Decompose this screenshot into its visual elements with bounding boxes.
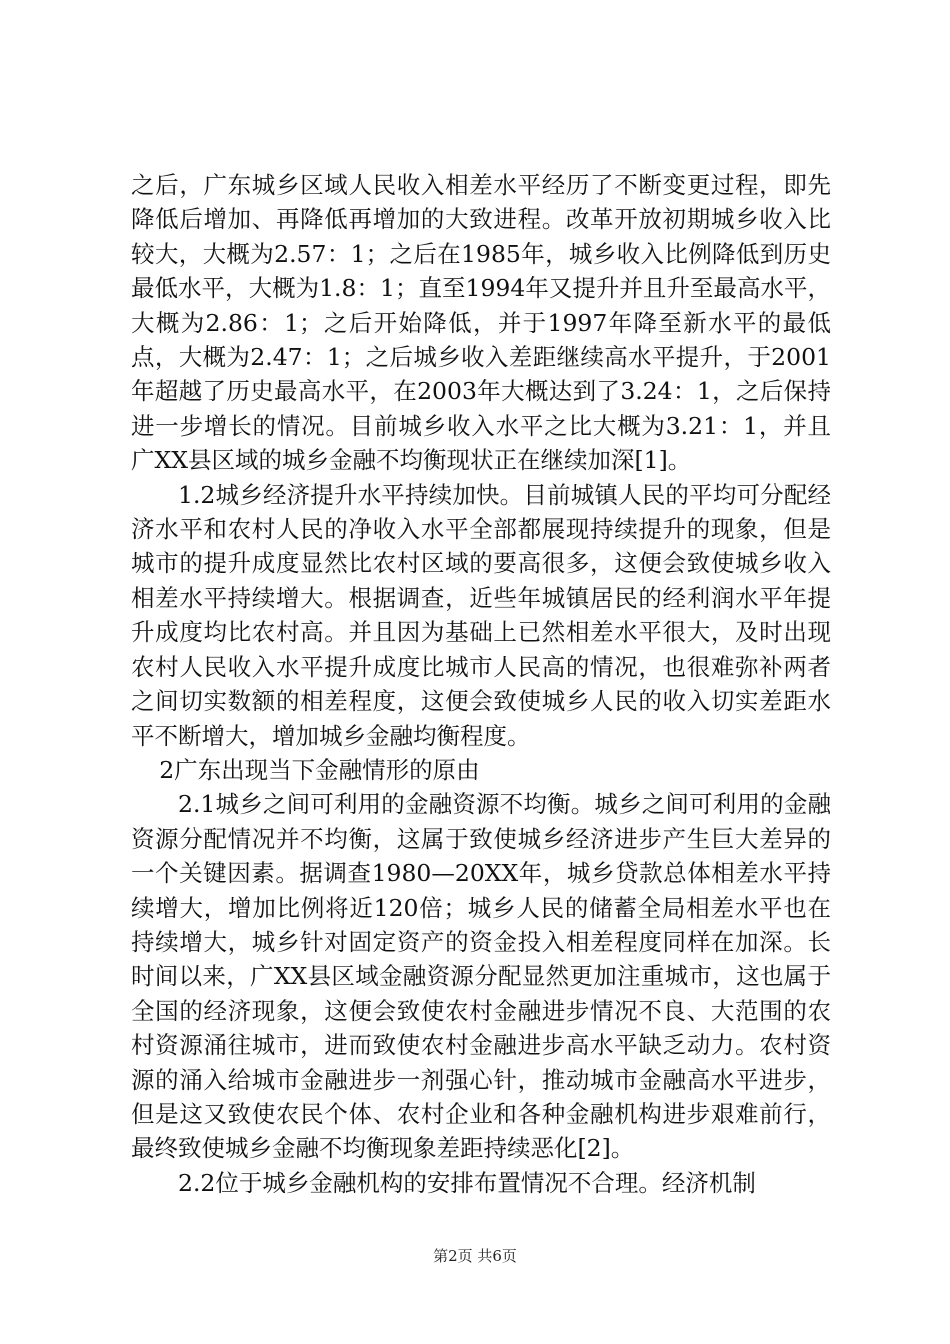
paragraph-2-1-resources: 2.1城乡之间可利用的金融资源不均衡。城乡之间可利用的金融资源分配情况并不均衡，这属于致使城乡经济进步产生巨大差异的一个关键因素。据调查1980—20XX年，城乡贷款总体相差水平持续增大，增加比例将近120倍；城乡人民的储蓄全局相差水平也在持续增大，城乡针对固定资产的资金投入相差程度同样在加深。长时间以来，广XX县区域金融资源分配显然更加注重城市，这也属于全国的经济现象，这便会致使农村金融进步情况不良、大范围的农村资源涌往城市，进而致使农村金融进步高水平缺乏动力。农村资源的涌入给城市金融进步一剂强心针，推动城市金融高水平进步，但是这又致使农民个体、农村企业和各种金融机构进步艰难前行，最终致使城乡金融不均衡现象差距持续恶化[2]。 [131, 790, 831, 1163]
paragraph-1-2-growth: 1.2城乡经济提升水平持续加快。目前城镇人民的平均可分配经济水平和农村人民的净收入水平全部都展现持续提升的现象，但是城市的提升成度显然比农村区域的要高很多，这便会致使城乡收入相差水平持续增大。根据调查，近些年城镇居民的经利润水平年提升成度均比农村高。并且因为基础上已然相差水平很大，及时出现农村人民收入水平提升成度比城市人民高的情况，也很难弥补两者之间切实数额的相差程度，这便会致使城乡人民的收入切实差距水平不断增大，增加城乡金融均衡程度。 [131, 480, 831, 750]
page-footer: 第2页 共6页 [433, 1247, 517, 1265]
paragraph-2-2-institutions: 2.2位于城乡金融机构的安排布置情况不合理。经济机制 [178, 1168, 756, 1197]
document-body [131, 168, 831, 1200]
paragraph-income-gap-history: 之后，广东城乡区域人民收入相差水平经历了不断变更过程，即先降低后增加、再降低再增加的大致进程。改革开放初期城乡收入比较大，大概为2.57：1；之后在1985年，城乡收入比例降低到历史最低水平，大概为1.8：1；直至1994年又提升并且升至最高水平，大概为2.86：1；之后开始降低，并于1997年降至新水平的最低点，大概为2.47：1；之后城乡收入差距继续高水平提升，于2001年超越了历史最高水平，在2003年大概达到了3.24：1，之后保持进一步增长的情况。目前城乡收入水平之比大概为3.21：1，并且广XX县区域的城乡金融不均衡现状正在继续加深[1]。 [131, 171, 831, 475]
section-heading-2: 2广东出现当下金融情形的原由 [159, 755, 480, 784]
